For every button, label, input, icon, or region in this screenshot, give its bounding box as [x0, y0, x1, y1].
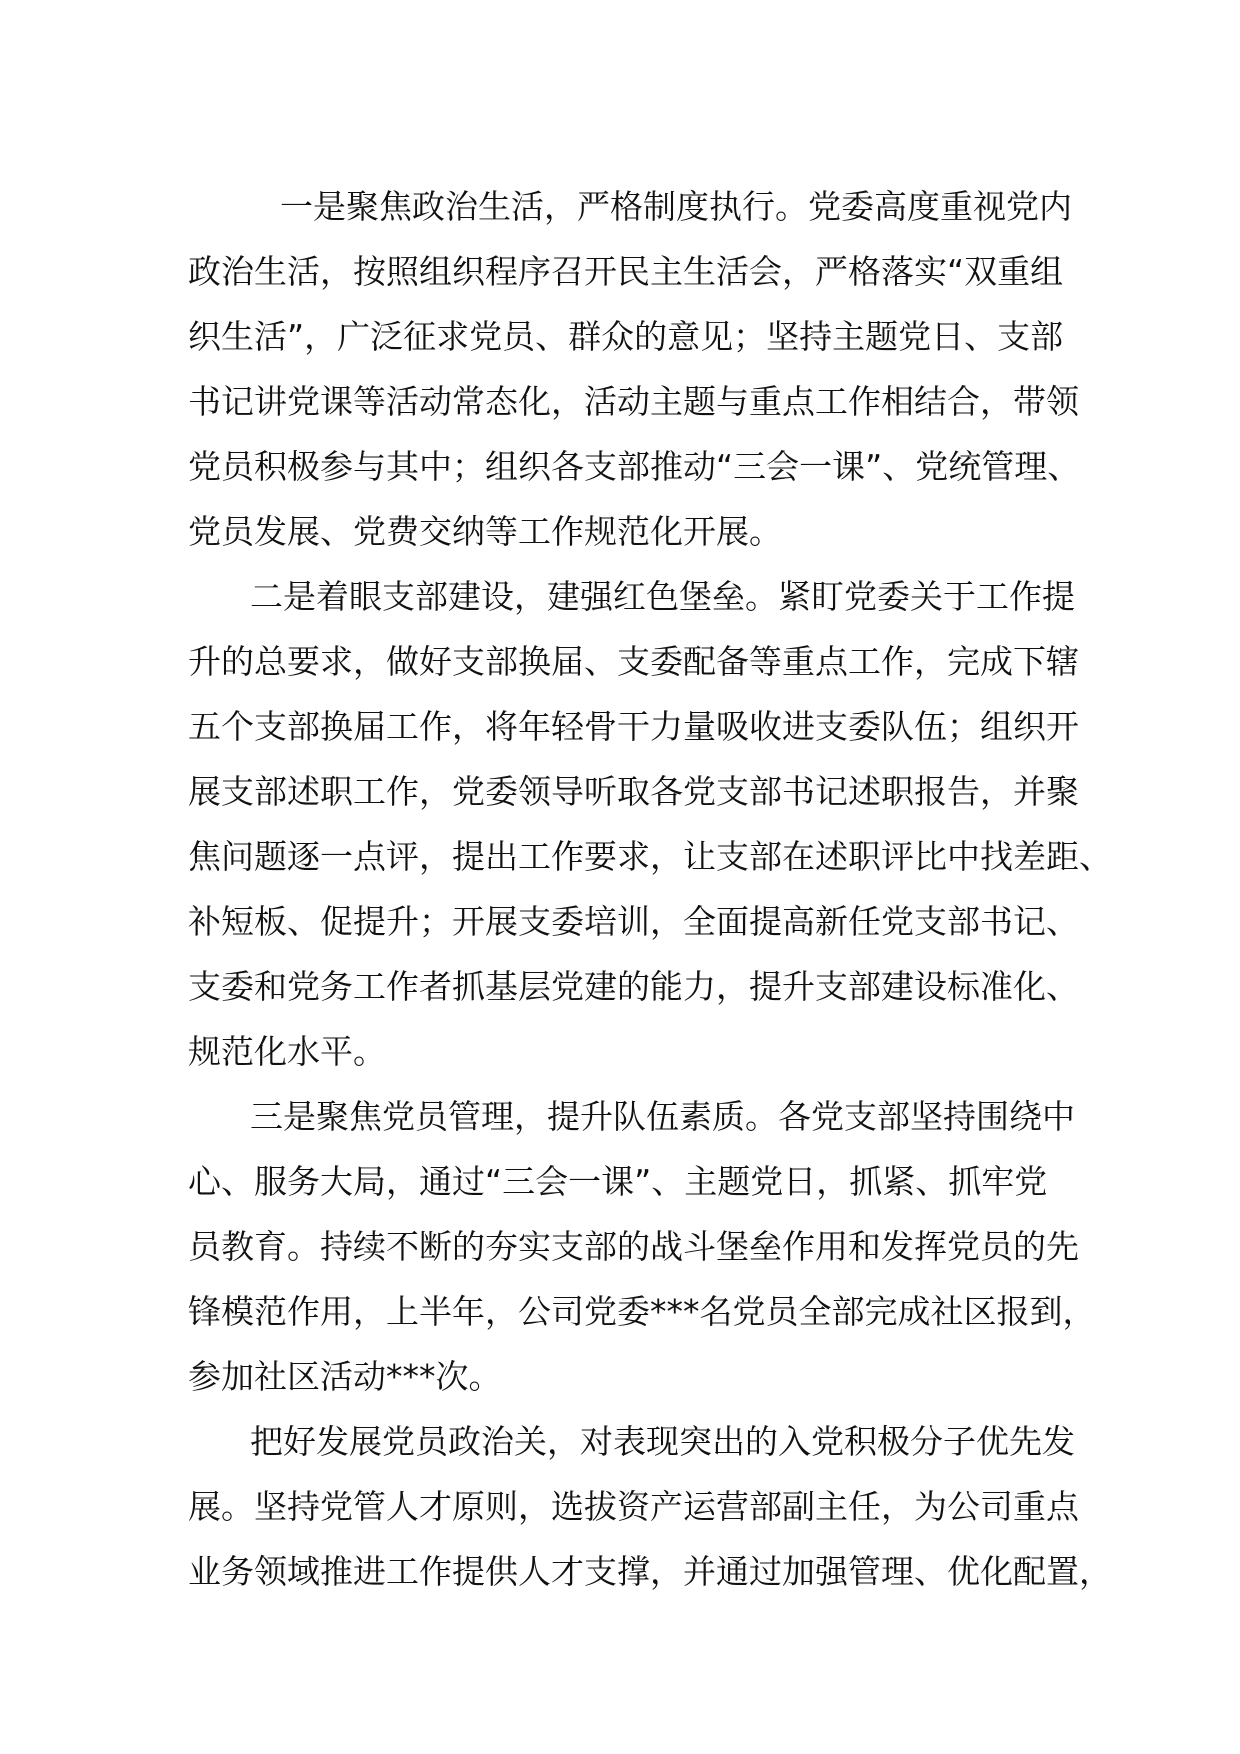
paragraph-2-line-3: 五个支部换届工作，将年轻骨干力量吸收进支委队伍；组织开 — [188, 707, 1079, 746]
paragraph-3-line-3: 员教育。持续不断的夯实支部的战斗堡垒作用和发挥党员的先 — [188, 1227, 1079, 1266]
paragraph-1-line-6: 党员发展、党费交纳等工作规范化开展。 — [188, 512, 782, 551]
paragraph-3-line-5: 参加社区活动***次。 — [188, 1357, 502, 1396]
paragraph-1-line-4: 书记讲党课等活动常态化，活动主题与重点工作相结合，带领 — [188, 382, 1079, 421]
paragraph-2-line-8: 规范化水平。 — [188, 1032, 386, 1071]
paragraph-1-line-1: 一是聚焦政治生活，严格制度执行。党委高度重视党内 — [280, 187, 1072, 226]
paragraph-4-line-1: 把好发展党员政治关，对表现突出的入党积极分子优先发 — [250, 1422, 1075, 1461]
document-body — [188, 174, 1112, 1604]
paragraph-1-line-2: 政治生活，按照组织程序召开民主生活会，严格落实“双重组 — [188, 252, 1064, 291]
paragraph-2-line-7: 支委和党务工作者抓基层党建的能力，提升支部建设标准化、 — [188, 967, 1079, 1006]
paragraph-2-line-4: 展支部述职工作，党委领导听取各党支部书记述职报告，并聚 — [188, 772, 1079, 811]
paragraph-4-line-2: 展。坚持党管人才原则，选拔资产运营部副主任，为公司重点 — [188, 1487, 1079, 1526]
paragraph-1-line-5: 党员积极参与其中；组织各支部推动“三会一课”、党统管理、 — [188, 447, 1081, 486]
paragraph-3-line-4: 锋模范作用，上半年，公司党委***名党员全部完成社区报到， — [188, 1292, 1096, 1331]
paragraph-3-line-1: 三是聚焦党员管理，提升队伍素质。各党支部坚持围绕中 — [250, 1097, 1075, 1136]
paragraph-2-line-5: 焦问题逐一点评，提出工作要求，让支部在述职评比中找差距、 — [188, 837, 1112, 876]
paragraph-4-line-3: 业务领域推进工作提供人才支撑，并通过加强管理、优化配置， — [188, 1552, 1112, 1591]
paragraph-3-line-2: 心、服务大局，通过“三会一课”、主题党日，抓紧、抓牢党 — [188, 1162, 1048, 1201]
paragraph-2-line-1: 二是着眼支部建设，建强红色堡垒。紧盯党委关于工作提 — [250, 577, 1075, 616]
paragraph-2-line-2: 升的总要求，做好支部换届、支委配备等重点工作，完成下辖 — [188, 642, 1079, 681]
paragraph-1-line-3: 织生活”，广泛征求党员、群众的意见；坚持主题党日、支部 — [188, 317, 1064, 356]
paragraph-2-line-6: 补短板、促提升；开展支委培训，全面提高新任党支部书记、 — [188, 902, 1079, 941]
